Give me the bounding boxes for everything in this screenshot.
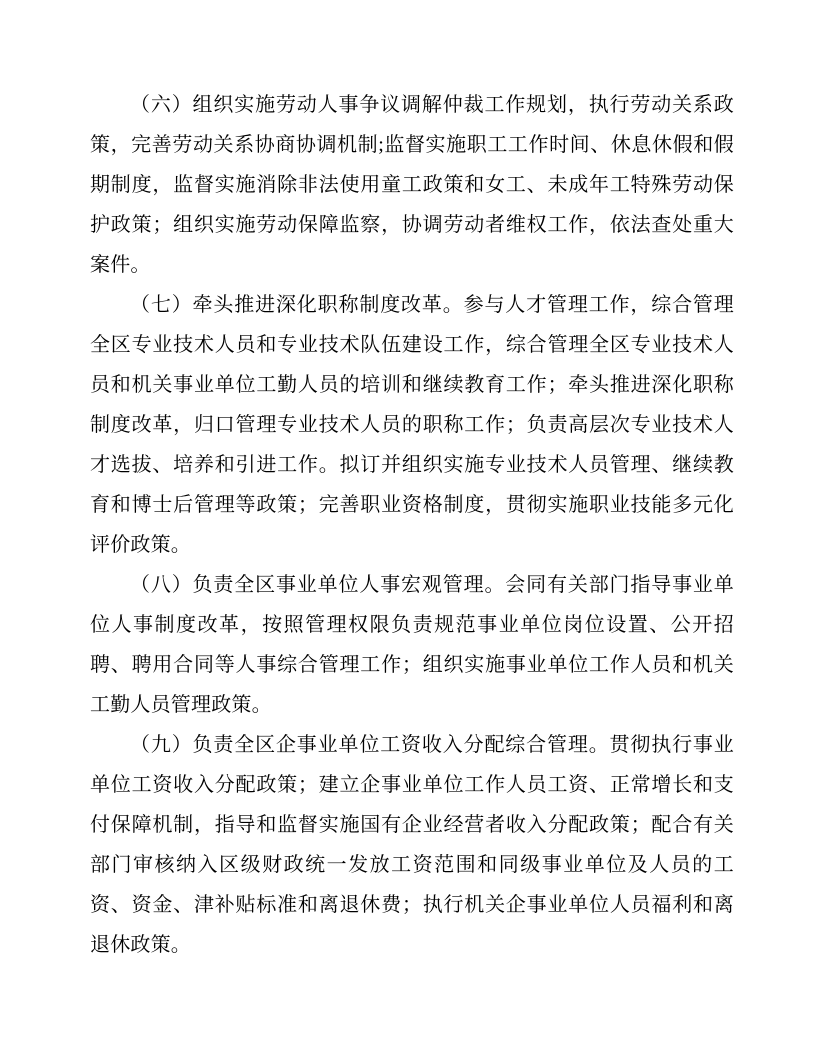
paragraph-item-6: （六）组织实施劳动人事争议调解仲裁工作规划，执行劳动关系政策，完善劳动关系协商协调机制;监督实施职工工作时间、休息休假和假期制度，监督实施消除非法使用童工政策和女工、未成年工特殊劳动保护政策；组织实施劳动保障监察，协调劳动者维权工作，依法查处重大案件。 [90, 94, 734, 276]
paragraph-item-8: （八）负责全区事业单位人事宏观管理。会同有关部门指导事业单位人事制度改革，按照管理权限负责规范事业单位岗位设置、公开招聘、聘用合同等人事综合管理工作；组织实施事业单位工作人员和机关工勤人员管理政策。 [90, 574, 734, 716]
paragraph-item-7: （七）牵头推进深化职称制度改革。参与人才管理工作，综合管理全区专业技术人员和专业技术队伍建设工作，综合管理全区专业技术人员和机关事业单位工勤人员的培训和继续教育工作；牵头推进深化职称制度改革，归口管理专业技术人员的职称工作；负责高层次专业技术人才选拔、培养和引进工作。拟订并组织实施专业技术人员管理、继续教育和博士后管理等政策；完善职业资格制度，贯彻实施职业技能多元化评价政策。 [90, 294, 734, 556]
paragraph-item-9: （九）负责全区企事业单位工资收入分配综合管理。贯彻执行事业单位工资收入分配政策；建立企事业单位工作人员工资、正常增长和支付保障机制，指导和监督实施国有企业经营者收入分配政策；配合有关部门审核纳入区级财政统一发放工资范围和同级事业单位及人员的工资、资金、津补贴标准和离退休费；执行机关企事业单位人员福利和离退休政策。 [90, 734, 734, 956]
